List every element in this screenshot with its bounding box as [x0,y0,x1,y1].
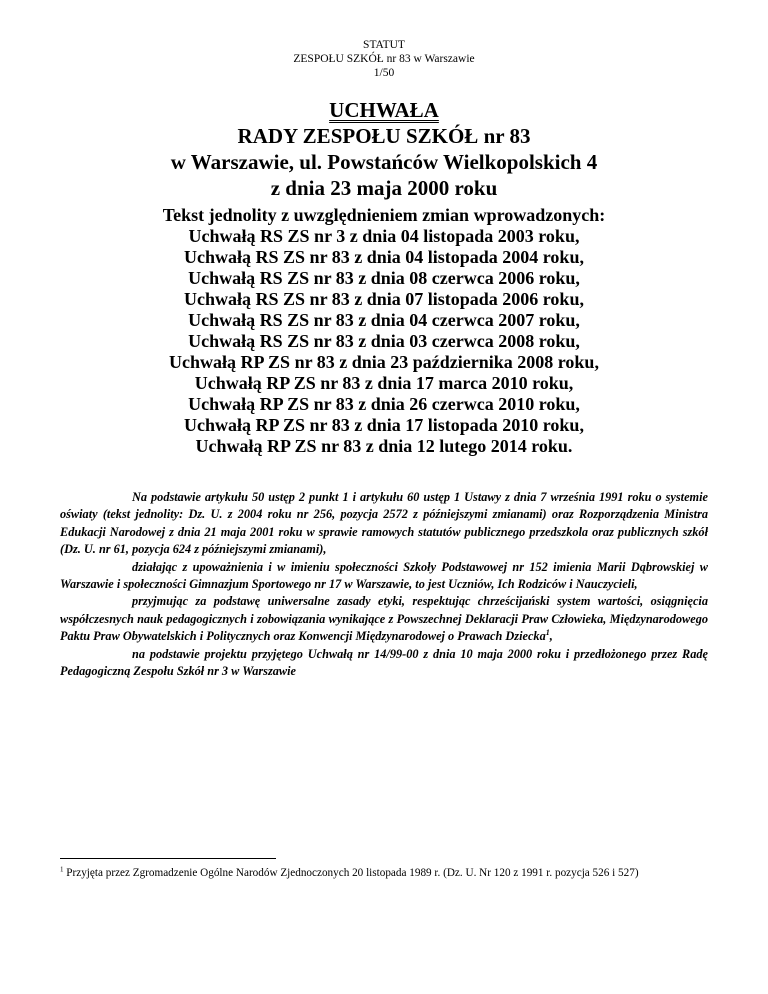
amendment-item: Uchwałą RS ZS nr 83 z dnia 08 czerwca 2006 roku, [188,268,580,288]
title-uchwala: UCHWAŁA [329,98,439,122]
preamble-paragraph-authority: działając z upoważnienia i w imieniu społeczności Szkoły Podstawowej nr 152 imienia Marii Dąbrowskiej w Warszawie i społeczności Gimnazjum Sportowego nr 17 w Warszawie, to jest Uczniów, Ich Rodziców i Nauczycieli, [60,559,708,592]
document-title [0,97,768,201]
preamble-paragraph-project: na podstawie projektu przyjętego Uchwałą nr 14/99-00 z dnia 10 maja 2000 roku i przedłożonego przez Radę Pedagogiczną Zespołu Szkół nr 3 w Warszawie [60,646,708,679]
preamble-principles-end: , [549,629,553,644]
amendment-item: Uchwałą RS ZS nr 3 z dnia 04 listopada 2003 roku, [188,226,580,246]
preamble-paragraph-legal-basis: Na podstawie artykułu 50 ustęp 2 punkt 1 i artykułu 60 ustęp 1 Ustawy z dnia 7 września 1991 roku o systemie oświaty (tekst jednolity: Dz. U. z 2004 roku nr 256, pozycja 2572 z późniejszymi zmianami) oraz Rozporządzenia Ministra Edukacji Narodowej z dnia 21 maja 2001 roku w sprawie ramowych statutów publicznego przedszkola oraz publicznych szkół (Dz. U. nr 61, pozycja 624 z późniejszymi zmianami), [60,490,708,557]
amendment-item: Uchwałą RS ZS nr 83 z dnia 03 czerwca 2008 roku, [188,331,580,351]
footnote [60,866,708,881]
amendment-item: Uchwałą RP ZS nr 83 z dnia 26 czerwca 2010 roku, [188,394,580,414]
amendment-item: Uchwałą RP ZS nr 83 z dnia 23 października 2008 roku, [169,352,599,372]
amendments-list [0,205,768,457]
title-council: RADY ZESPOŁU SZKÓŁ nr 83 [237,124,531,148]
footnote-number: 1 [60,865,64,874]
amendment-item: Uchwałą RS ZS nr 83 z dnia 07 listopada 2006 roku, [184,289,584,309]
title-address: w Warszawie, ul. Powstańców Wielkopolskich 4 [170,150,598,174]
amendment-item: Uchwałą RS ZS nr 83 z dnia 04 listopada 2004 roku, [184,247,584,267]
header-title: STATUT [363,39,405,51]
header-subtitle: ZESPOŁU SZKÓŁ nr 83 w Warszawie [293,53,475,65]
amendment-item: Uchwałą RP ZS nr 83 z dnia 17 marca 2010 roku, [194,373,574,393]
preamble-principles-text: przyjmując za podstawę uniwersalne zasady etyki, respektując chrześcijański system wartości, osiągnięcia współczesnych nauk pedagogicznych i zobowiązania wynikające z Powszechnej Deklaracji Praw Człowieka, Międzynarodowego Paktu Praw Obywatelskich i Politycznych oraz Konwencji Międzynarodowej o Prawach Dziecka [60,594,708,644]
amendment-item: Uchwałą RP ZS nr 83 z dnia 17 listopada 2010 roku, [184,415,584,435]
footnote-reference: 1 [545,628,550,638]
amendment-item: Uchwałą RP ZS nr 83 z dnia 12 lutego 2014 roku. [195,436,573,456]
amendments-intro: Tekst jednolity z uwzględnieniem zmian wprowadzonych: [162,205,606,225]
footnote-divider [60,858,276,859]
page-header [0,38,768,80]
amendment-item: Uchwałą RS ZS nr 83 z dnia 04 czerwca 2007 roku, [188,310,580,330]
page-number: 1/50 [373,67,395,79]
preamble [60,489,708,680]
footnote-text: Przyjęta przez Zgromadzenie Ogólne Narodów Zjednoczonych 20 listopada 1989 r. (Dz. U. Nr 120 z 1991 r. pozycja 526 i 527) [63,867,639,879]
preamble-paragraph-principles [60,593,708,645]
title-date: z dnia 23 maja 2000 roku [270,176,498,200]
